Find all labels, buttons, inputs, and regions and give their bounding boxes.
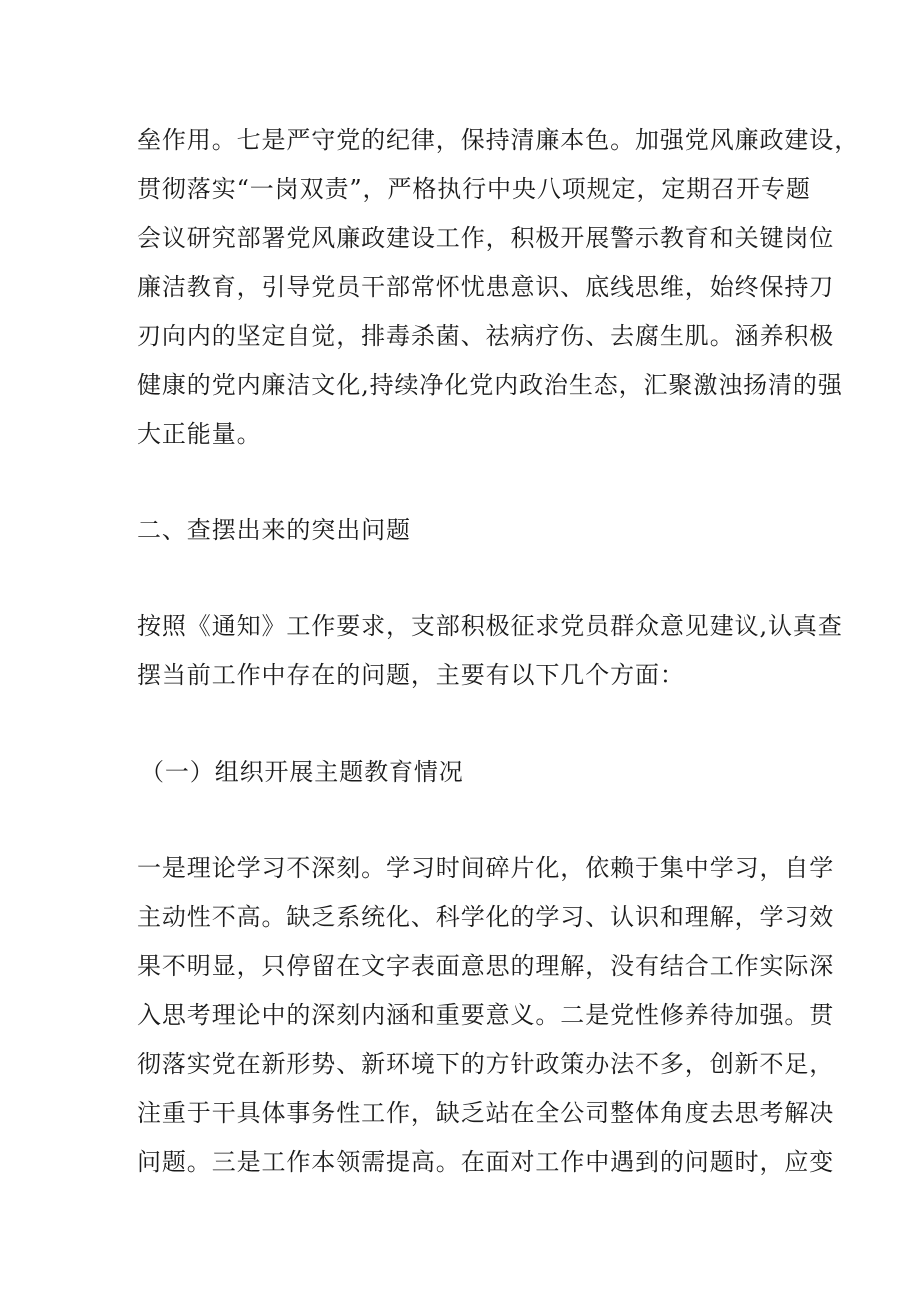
paragraph-line: 大正能量。 xyxy=(137,420,262,448)
paragraph-line: 问题。三是工作本领需提高。在面对工作中遇到的问题时，应变 xyxy=(137,1148,835,1176)
subsection-heading: （一）组织开展主题教育情况 xyxy=(140,758,464,786)
paragraph-line: 注重于干具体事务性工作，缺乏站在全公司整体角度去思考解决 xyxy=(137,1099,835,1127)
paragraph-line: 果不明显，只停留在文字表面意思的理解，没有结合工作实际深 xyxy=(137,952,835,980)
paragraph-line: 刃向内的坚定自觉，排毒杀菌、祛病疗伤、去腐生肌。涵养积极 xyxy=(137,322,835,350)
paragraph-line: 健康的党内廉洁文化,持续净化党内政治生态，汇聚激浊扬清的强 xyxy=(137,371,843,399)
paragraph-line: 垒作用。七是严守党的纪律，保持清廉本色。加强党风廉政建设， xyxy=(137,126,860,154)
paragraph-line: 摆当前工作中存在的问题，主要有以下几个方面： xyxy=(137,661,685,689)
paragraph-line: 廉洁教育，引导党员干部常怀忧患意识、底线思维，始终保持刀 xyxy=(137,273,835,301)
section-heading: 二、查摆出来的突出问题 xyxy=(137,516,411,544)
paragraph-line: 一是理论学习不深刻。学习时间碎片化，依赖于集中学习，自学 xyxy=(137,854,835,882)
paragraph-line: 彻落实党在新形势、新环境下的方针政策办法不多，创新不足， xyxy=(137,1050,835,1078)
paragraph-line: 贯彻落实“一岗双责”，严格执行中央八项规定，定期召开专题 xyxy=(137,175,811,203)
paragraph-line: 主动性不高。缺乏系统化、科学化的学习、认识和理解，学习效 xyxy=(137,903,835,931)
paragraph-line: 入思考理论中的深刻内涵和重要意义。二是党性修养待加强。贯 xyxy=(137,1001,835,1029)
paragraph-line: 按照《通知》工作要求，支部积极征求党员群众意见建议,认真查 xyxy=(137,612,843,640)
paragraph-line: 会议研究部署党风廉政建设工作，积极开展警示教育和关键岗位 xyxy=(137,224,835,252)
